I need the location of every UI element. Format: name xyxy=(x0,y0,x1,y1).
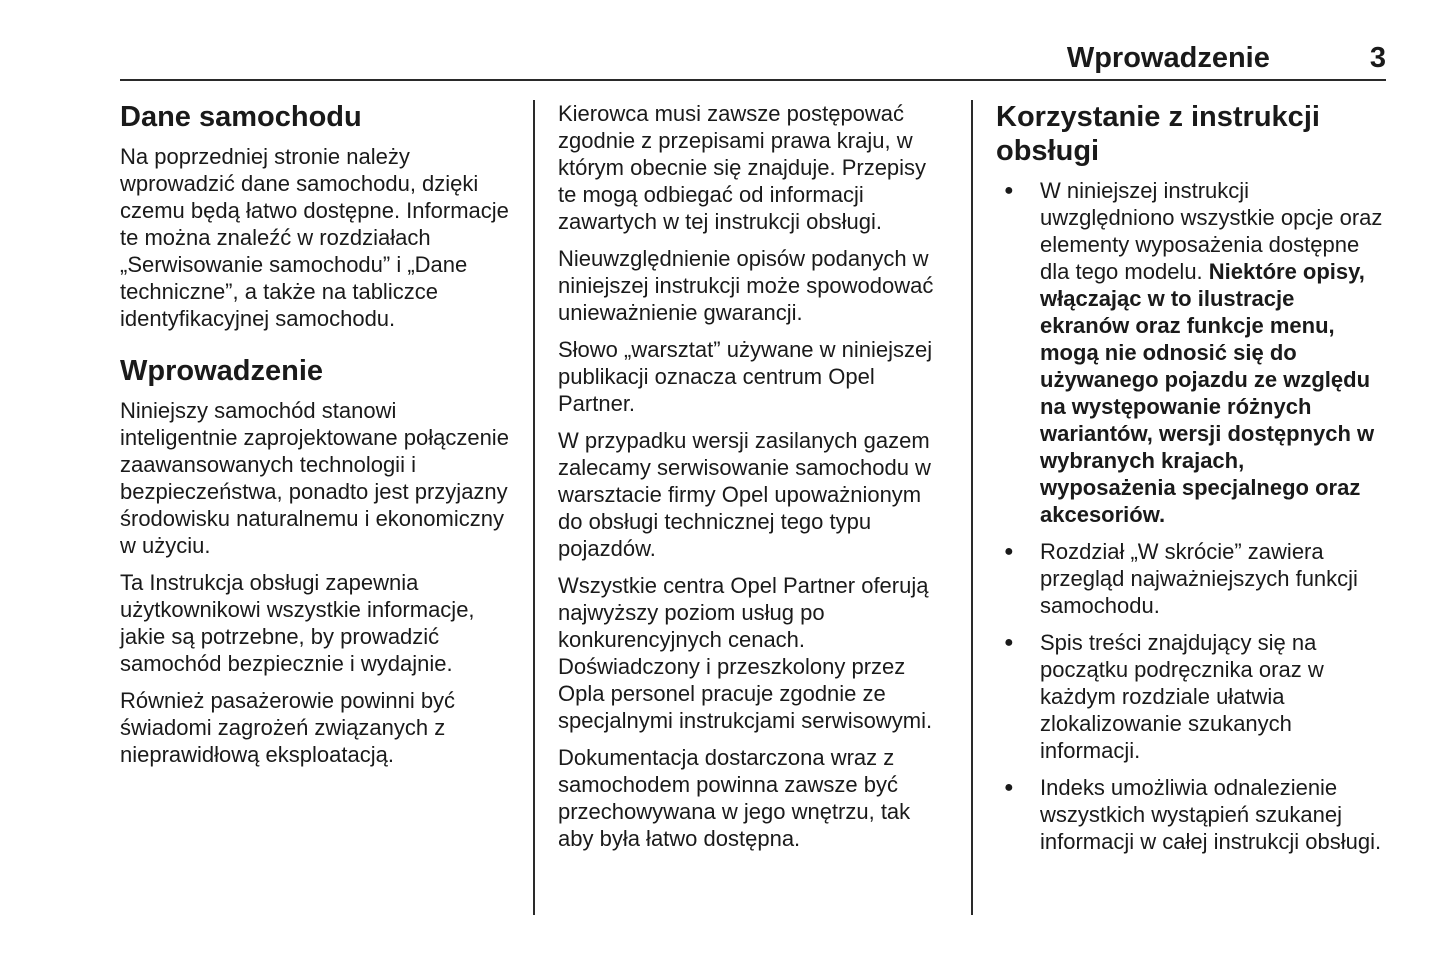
bullet-icon: ● xyxy=(1004,182,1014,199)
paragraph: Słowo „warsztat” używane w niniejszej publikacji oznacza centrum Opel Partner. xyxy=(558,337,933,416)
bullet-text: Indeks umożliwia odnalezienie wszystkich wystąpień szukanej informacji w całej instrukcji obsługi. xyxy=(1040,775,1382,854)
section-heading-vehicle-data: Dane samochodu xyxy=(120,101,362,133)
bullet-text xyxy=(1040,177,1386,528)
content-columns xyxy=(120,100,1386,915)
paragraph: Dokumentacja dostarczona wraz z samochodem powinna zawsze być przechowywana w jego wnętrzu, tak aby była łatwo dostępna. xyxy=(558,745,911,851)
bullet-icon: ● xyxy=(1004,634,1014,651)
bullet-text: Rozdział „W skrócie” zawiera przegląd najważniejszych funkcji samochodu. xyxy=(1040,539,1358,618)
paragraph: Wszystkie centra Opel Partner oferują najwyższy poziom usług po konkurencyjnych cenach. Doświadczony i przeszkolony przez Opla personel pracuje zgodnie ze specjalnymi instrukcjami serwisowymi. xyxy=(558,573,933,733)
paragraph: Na poprzedniej stronie należy wprowadzić dane samochodu, dzięki czemu będą łatwo dostępne. Informacje te można znaleźć w rozdziałach „Serwisowanie samochodu” i „Dane techniczne”, a także na tabliczce identyfikacyjnej samochodu. xyxy=(120,144,509,331)
list-item xyxy=(996,629,1386,764)
paragraph: Ta Instrukcja obsługi zapewnia użytkownikowi wszystkie informacje, jakie są potrzebne, by prowadzić samochód bezpiecznie i wydajnie. xyxy=(120,570,475,676)
paragraph: Kierowca musi zawsze postępować zgodnie z przepisami prawa kraju, w którym obecnie się znajduje. Przepisy te mogą odbiegać od informacji zawartych w tej instrukcji obsługi. xyxy=(558,101,927,234)
paragraph: Niniejszy samochód stanowi inteligentnie zaprojektowane połączenie zaawansowanych technologii i bezpieczeństwa, ponadto jest przyjazny środowisku naturalnemu i ekonomiczny w użyciu. xyxy=(120,398,509,558)
section-heading-using-manual: Korzystanie z instrukcji obsługi xyxy=(996,101,1320,167)
list-item xyxy=(996,538,1386,619)
column-2 xyxy=(558,100,948,862)
header-row xyxy=(120,42,1386,74)
bullet-icon: ● xyxy=(1004,779,1014,796)
list-item xyxy=(996,774,1386,855)
bullet-list xyxy=(996,177,1386,855)
bullet-text-normal: W niniejszej instrukcji uwzględniono wszystkie opcje oraz elementy wyposażenia dostępne dla tego modelu. xyxy=(1040,178,1383,284)
bullet-icon: ● xyxy=(1004,543,1014,560)
paragraph: Nieuwzględnienie opisów podanych w niniejszej instrukcji może spowodować unieważnienie gwarancji. xyxy=(558,246,934,325)
chapter-title: Wprowadzenie xyxy=(1066,42,1270,74)
section-heading-introduction: Wprowadzenie xyxy=(120,355,324,387)
column-1 xyxy=(120,100,510,778)
bullet-text-bold: Niektóre opisy, włączając w to ilustracje ekranów oraz funkcje menu, mogą nie odnosić się do używanego pojazdu ze względu na występowanie różnych wariantów, wersji dostępnych w wybranych krajach, wyposażenia specjalnego oraz akcesoriów. xyxy=(1040,259,1375,527)
column-divider xyxy=(971,100,973,915)
page-number: 3 xyxy=(1369,42,1386,74)
paragraph: W przypadku wersji zasilanych gazem zalecamy serwisowanie samochodu w warsztacie firmy Opel upoważnionym do obsługi technicznej tego typu pojazdów. xyxy=(558,428,931,561)
paragraph: Również pasażerowie powinni być świadomi zagrożeń związanych z nieprawidłową eksploatacją. xyxy=(120,688,456,767)
column-3 xyxy=(996,100,1386,865)
list-item xyxy=(996,177,1386,528)
bullet-text: Spis treści znajdujący się na początku podręcznika oraz w każdym rozdziale ułatwia zlokalizowanie szukanych informacji. xyxy=(1040,630,1324,763)
page-header xyxy=(120,42,1386,81)
column-divider xyxy=(533,100,535,915)
header-rule xyxy=(120,79,1386,81)
